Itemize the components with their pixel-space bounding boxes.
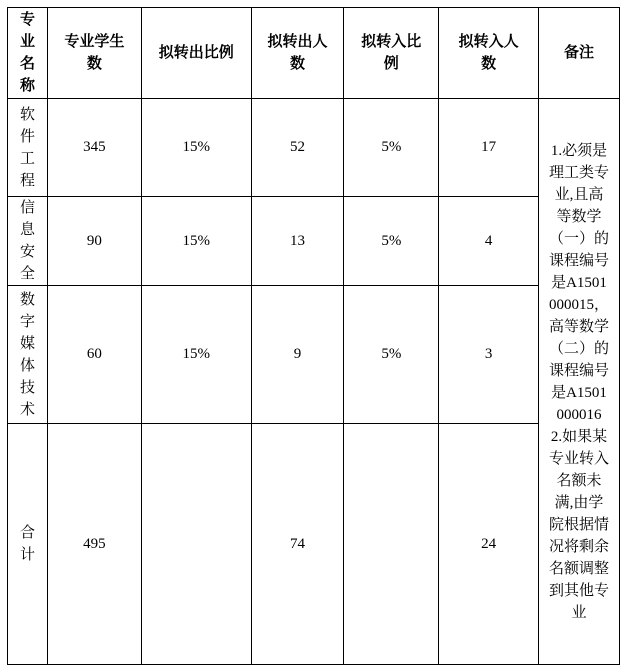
cell-in-ratio: 5% [344,197,439,286]
cell-out-count: 74 [251,424,344,665]
header-out-count: 拟转出人数 [251,8,344,99]
cell-out-count: 13 [251,197,344,286]
major-transfer-quota-table-wrap [7,7,620,665]
cell-major: 软件工程 [8,99,48,197]
cell-in-ratio: 5% [344,286,439,424]
header-in-ratio: 拟转入比例 [344,8,439,99]
cell-major-total: 合计 [8,424,48,665]
remark-note-2: 2.如果某专业转入名额未满,由学院根据情况将剩余名额调整到其他专业 [549,428,610,621]
table-row-digital-media-technology [8,286,620,424]
table-row-information-security [8,197,620,286]
cell-major: 数字媒体技术 [8,286,48,424]
cell-in-count: 3 [439,286,539,424]
cell-out-ratio: 15% [141,99,251,197]
cell-in-count: 4 [439,197,539,286]
header-row [8,8,620,99]
table-row-software-engineering [8,99,620,197]
cell-out-ratio: 15% [141,197,251,286]
cell-out-ratio: 15% [141,286,251,424]
header-remarks: 备注 [539,8,620,99]
cell-out-count: 9 [251,286,344,424]
cell-students: 345 [48,99,142,197]
header-in-count: 拟转入人数 [439,8,539,99]
major-transfer-quota-table [7,7,620,665]
remark-note-1: 1.必须是理工类专业,且高等数学（一）的课程编号是A1501000015，高等数学（二）的课程编号是A1501000016 [549,142,610,423]
cell-in-count: 24 [439,424,539,665]
cell-major: 信息安全 [8,197,48,286]
cell-in-ratio [344,424,439,665]
cell-remarks [539,99,620,665]
cell-students: 60 [48,286,142,424]
cell-in-count: 17 [439,99,539,197]
cell-out-ratio [141,424,251,665]
header-students: 专业学生数 [48,8,142,99]
cell-out-count: 52 [251,99,344,197]
cell-students: 495 [48,424,142,665]
cell-in-ratio: 5% [344,99,439,197]
table-row-total [8,424,620,665]
header-out-ratio: 拟转出比例 [141,8,251,99]
cell-students: 90 [48,197,142,286]
header-major: 专业名称 [8,8,48,99]
